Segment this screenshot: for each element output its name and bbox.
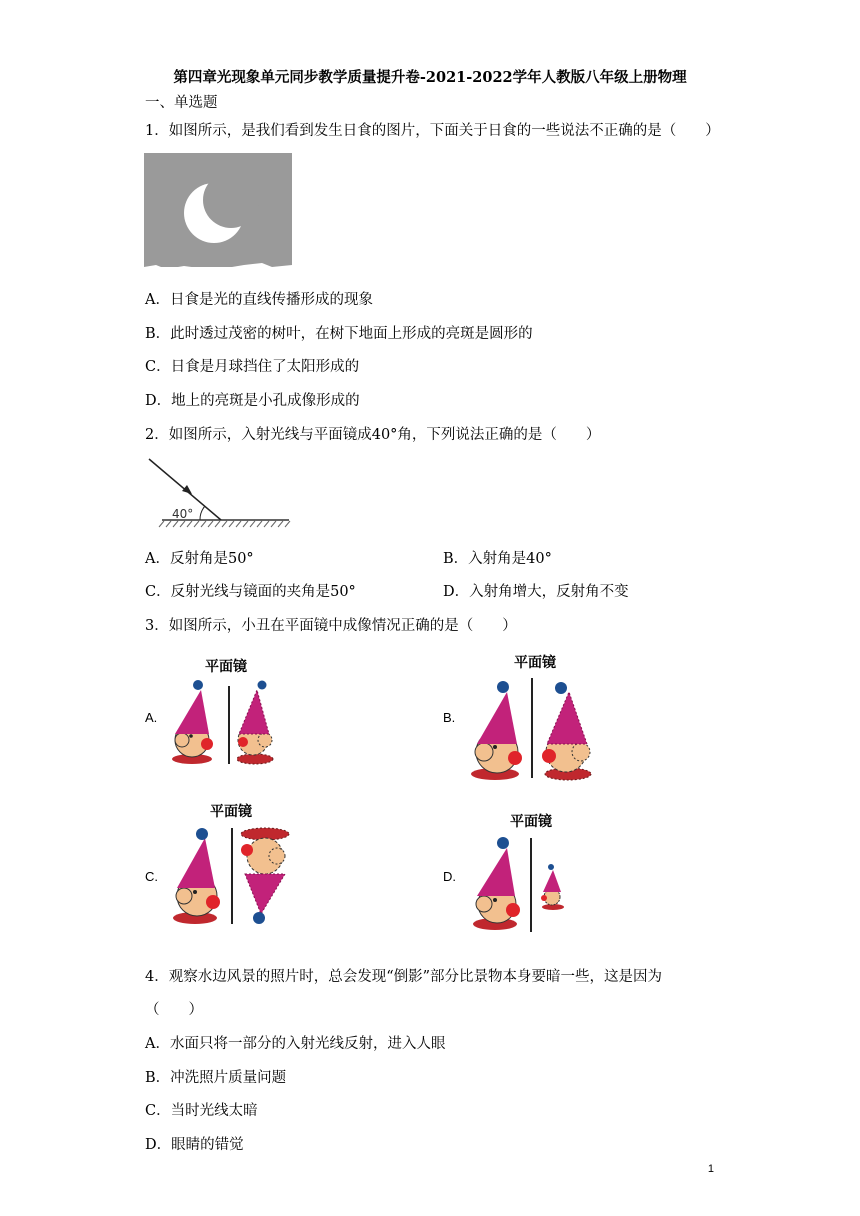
q4-option-d: D．眼睛的错觉 <box>145 1137 244 1153</box>
q1-option-d: D．地上的亮斑是小孔成像形成的 <box>145 393 360 409</box>
clown-figure-c <box>165 822 295 932</box>
reflection-diagram <box>144 455 292 531</box>
q1-option-a: A．日食是光的直线传播形成的现象 <box>145 292 373 308</box>
q2-option-d: D．入射角增大，反射角不变 <box>443 584 629 600</box>
mirror-label-d: 平面镜 <box>510 814 552 830</box>
angle-label: 40° <box>172 507 194 521</box>
q2-stem: 2．如图所示，入射光线与平面镜成40°角，下列说法正确的是（ ） <box>145 427 601 443</box>
section-heading: 一、单选题 <box>145 95 218 111</box>
mirror-label-a: 平面镜 <box>205 659 247 675</box>
q3-option-c-letter: C. <box>145 869 158 884</box>
mirror-label-c: 平面镜 <box>210 804 252 820</box>
page-number: 1 <box>707 1163 714 1175</box>
q2-option-a: A．反射角是50° <box>145 551 254 567</box>
q1-option-c: C．日食是月球挡住了太阳形成的 <box>145 359 360 375</box>
q1-option-b: B．此时透过茂密的树叶，在树下地面上形成的亮斑是圆形的 <box>145 326 533 342</box>
q2-option-c: C．反射光线与镜面的夹角是50° <box>145 584 356 600</box>
q4-option-a: A．水面只将一部分的入射光线反射，进入人眼 <box>145 1036 446 1052</box>
mirror-label-b: 平面镜 <box>514 655 556 671</box>
clown-figure-a <box>165 676 285 768</box>
q3-option-a-letter: A. <box>145 710 158 725</box>
eclipse-image <box>144 153 292 271</box>
q3-stem: 3．如图所示，小丑在平面镜中成像情况正确的是（ ） <box>145 618 517 634</box>
q4-option-c: C．当时光线太暗 <box>145 1103 258 1119</box>
q3-option-b-letter: B. <box>443 710 456 725</box>
page-title: 第四章光现象单元同步教学质量提升卷-2021-2022学年人教版八年级上册物理 <box>173 69 687 86</box>
q4-option-b: B．冲洗照片质量问题 <box>145 1070 287 1086</box>
q1-stem: 1．如图所示，是我们看到发生日食的图片，下面关于日食的一些说法不正确的是（ ） <box>145 123 720 139</box>
q2-option-b: B．入射角是40° <box>443 551 552 567</box>
q4-stem-line1: 4．观察水边风景的照片时，总会发现“倒影”部分比景物本身要暗一些，这是因为 <box>145 969 663 985</box>
clown-figure-b <box>465 676 605 786</box>
q3-option-d-letter: D. <box>443 869 456 884</box>
clown-figure-d <box>465 834 575 934</box>
q4-stem-line2: （ ） <box>145 1002 203 1018</box>
